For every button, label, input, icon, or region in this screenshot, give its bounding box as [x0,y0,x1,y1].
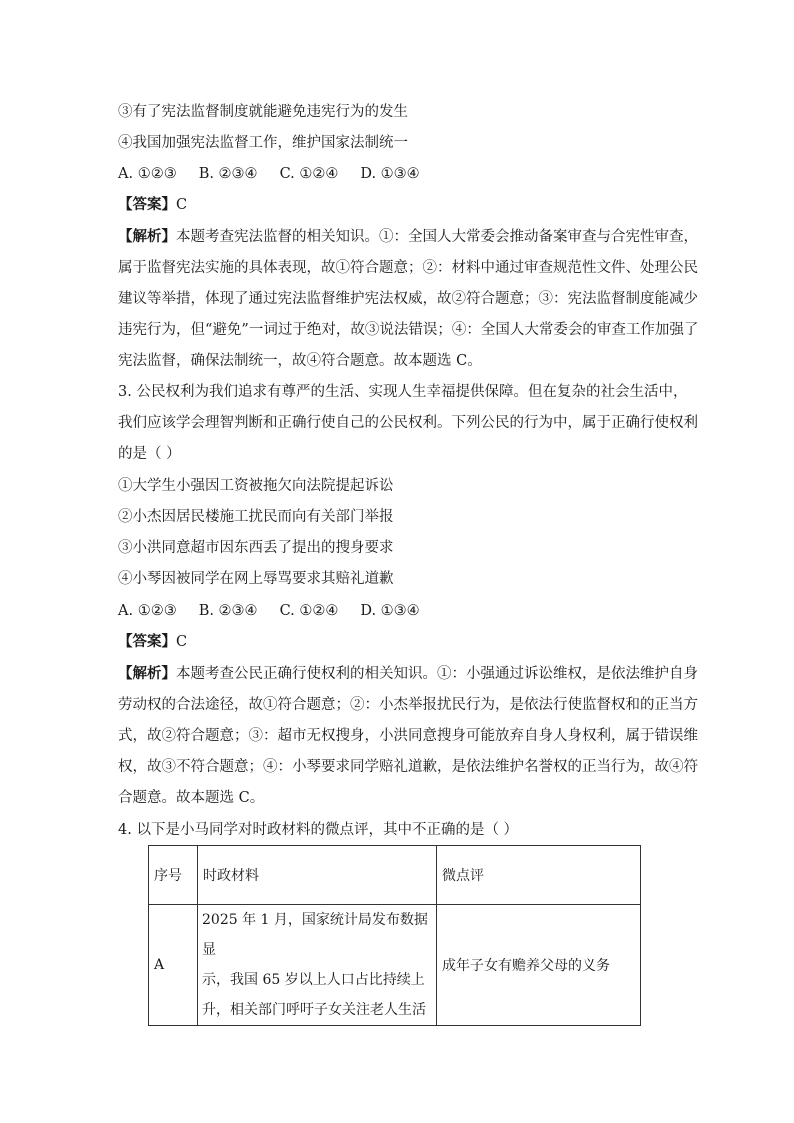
q3-options [118,601,442,621]
table-cell-comment: 成年子女有赡养父母的义务 [437,905,641,1026]
table-header-material: 时政材料 [198,846,437,905]
q3-option-b: B. ②③④ [198,603,258,619]
q2-analysis-line: 违宪行为，但“避免”一词过于绝对，故③说法错误；④：全国人大常委会的审查工作加强了 [118,322,699,338]
q2-options [118,164,442,184]
q3-analysis-line: 权，故③不符合题意；④：小琴要求同学赔礼道歉，是依法维护名誉权的正当行为，故④符 [118,759,698,775]
table-cell-id: A [149,905,198,1026]
q3-answer-label: 【答案】 [118,633,176,650]
table-header-row [149,846,641,905]
q3-stem-line: 我们应该学会理智判断和正确行使自己的公民权利。下列公民的行为中，属于正确行使权利 [118,415,698,431]
q2-option-d: D. ①③④ [360,166,420,182]
q3-option-d: D. ①③④ [360,603,420,619]
q2-statement-4: ④我国加强宪法监督工作，维护国家法制统一 [118,135,408,151]
q3-stem [118,377,698,470]
q3-analysis-line: 本题考查公民正确行使权利的相关知识。①：小强通过诉讼维权，是依法维护自身 [176,666,698,682]
q3-stem-line: 的是（ ） [118,446,181,462]
q3-analysis-label: 【解析】 [118,665,176,682]
q3-statement-3: ③小洪同意超市因东西丢了提出的搜身要求 [118,540,394,556]
q3-statement-1: ①大学生小强因工资被拖欠向法院提起诉讼 [118,478,394,494]
q3-statement-4: ④小琴因被同学在网上辱骂要求其赔礼道歉 [118,571,394,587]
q2-answer-value: C [176,197,188,213]
q2-analysis [118,221,699,377]
q3-answer-value: C [176,634,188,650]
q3-answer [118,632,187,652]
table-row [149,905,641,1026]
material-line: 2025 年 1 月，国家统计局发布数据显 [202,912,428,958]
q2-analysis-line: 本题考查宪法监督的相关知识。①：全国人大常委会推动备案审查与合宪性审查， [176,229,698,245]
q2-answer-label: 【答案】 [118,196,176,213]
q2-analysis-line: 属于监督宪法实施的具体表现，故①符合题意；②：材料中通过审查规范性文件、处理公民 [118,260,698,276]
q3-analysis-line: 式，故②符合题意；③：超市无权搜身，小洪同意搜身可能放弃自身人身权利，属于错误维 [118,728,698,744]
q3-analysis-line: 合题意。故本题选 C。 [118,790,265,806]
table-cell-material [198,905,437,1026]
material-line: 升，相关部门呼吁子女关注老人生活 [202,1002,426,1018]
q3-stem-line: 3. 公民权利为我们追求有尊严的生活、实现人生幸福提供保障。但在复杂的社会生活中， [118,384,688,400]
material-line: 示，我国 65 岁以上人口占比持续上 [202,972,425,988]
table-header-id: 序号 [149,846,198,905]
q2-option-a: A. ①②③ [118,166,177,182]
q3-statement-2: ②小杰因居民楼施工扰民而向有关部门举报 [118,509,394,525]
q2-analysis-label: 【解析】 [118,228,176,245]
q2-option-c: C. ①②④ [279,166,339,182]
q4-table [148,845,641,1026]
q2-statement-3: ③有了宪法监督制度就能避免违宪行为的发生 [118,104,408,120]
q3-analysis-line: 劳动权的合法途径，故①符合题意；②：小杰举报扰民行为，是依法行使监督权和的正当方 [118,697,698,713]
q3-option-a: A. ①②③ [118,603,177,619]
table-header-comment: 微点评 [437,846,641,905]
q2-analysis-line: 宪法监督，确保法制统一，故④符合题意。故本题选 C。 [118,353,482,369]
q2-analysis-line: 建议等举措，体现了通过宪法监督维护宪法权威，故②符合题意；③：宪法监督制度能减少 [118,291,698,307]
q3-analysis [118,658,698,814]
q3-option-c: C. ①②④ [279,603,339,619]
q4-stem: 4. 以下是小马同学对时政材料的微点评，其中不正确的是（ ） [118,822,519,838]
q2-option-b: B. ②③④ [198,166,258,182]
q2-answer [118,195,187,215]
